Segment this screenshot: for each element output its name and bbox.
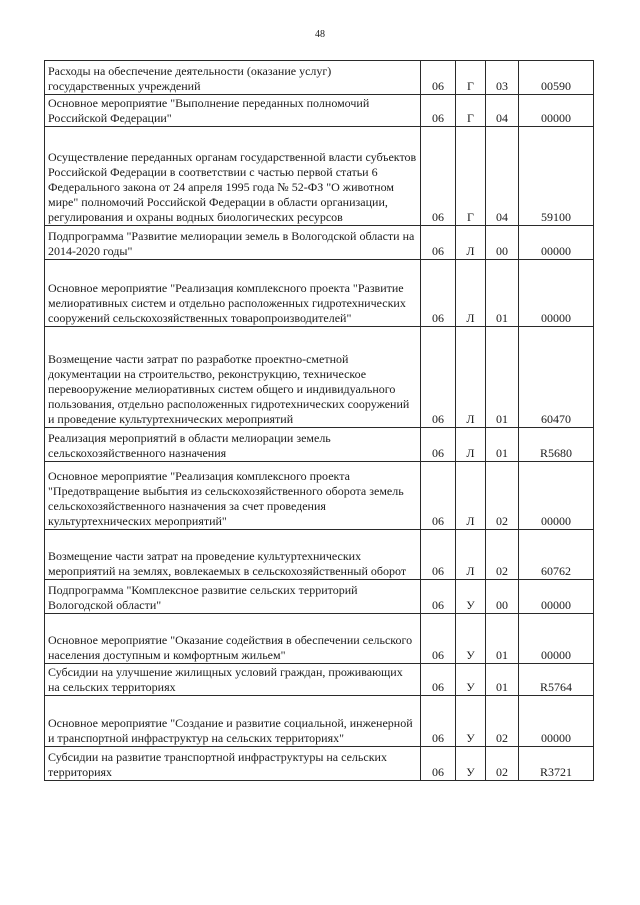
code-cell-2: У — [456, 664, 486, 696]
code-cell-2: Г — [456, 127, 486, 226]
budget-table — [44, 60, 594, 781]
code-cell-2: Л — [456, 428, 486, 462]
row-name-cell: Подпрограмма "Комплексное развитие сельских территорий Вологодской области" — [45, 580, 421, 614]
code-cell-3: 02 — [486, 696, 519, 747]
code-cell-2: Л — [456, 462, 486, 530]
code-cell-2: Г — [456, 95, 486, 127]
table-row — [45, 580, 594, 614]
row-name-cell: Основное мероприятие "Оказание содействия в обеспечении сельского населения доступным и комфортным жильем" — [45, 614, 421, 664]
code-cell-4: R3721 — [519, 747, 594, 781]
code-cell-2: Л — [456, 260, 486, 327]
code-cell-3: 02 — [486, 530, 519, 580]
code-cell-2: Л — [456, 327, 486, 428]
row-name-cell: Основное мероприятие "Выполнение переданных полномочий Российской Федерации" — [45, 95, 421, 127]
row-name-cell: Возмещение части затрат по разработке проектно-сметной документации на строительство, реконструкцию, техническое перевооружение мелиоративных систем общего и индивидуального пользования, отдельно расположенных гидротехнических сооружений и проведение культуртехнических мероприятий — [45, 327, 421, 428]
code-cell-3: 01 — [486, 327, 519, 428]
code-cell-1: 06 — [421, 260, 456, 327]
row-name-cell: Субсидии на развитие транспортной инфраструктуры на сельских территориях — [45, 747, 421, 781]
row-name-cell: Осуществление переданных органам государственной власти субъектов Российской Федерации в соответствии с частью первой статьи 6 Федерального закона от 24 апреля 1995 года № 52-ФЗ "О животном мире" полномочий Российской Федерации в области организации, регулирования и охраны водных биологических ресурсов — [45, 127, 421, 226]
table-row — [45, 696, 594, 747]
code-cell-2: Л — [456, 530, 486, 580]
code-cell-2: Г — [456, 61, 486, 95]
code-cell-3: 02 — [486, 747, 519, 781]
row-name-cell: Реализация мероприятий в области мелиорации земель сельскохозяйственного назначения — [45, 428, 421, 462]
code-cell-1: 06 — [421, 61, 456, 95]
table-row — [45, 95, 594, 127]
code-cell-4: 00590 — [519, 61, 594, 95]
code-cell-3: 02 — [486, 462, 519, 530]
code-cell-1: 06 — [421, 530, 456, 580]
row-name-cell: Субсидии на улучшение жилищных условий граждан, проживающих на сельских территориях — [45, 664, 421, 696]
code-cell-3: 01 — [486, 428, 519, 462]
code-cell-3: 00 — [486, 226, 519, 260]
row-name-cell: Основное мероприятие "Создание и развитие социальной, инженерной и транспортной инфраструктур на сельских территориях" — [45, 696, 421, 747]
table-row — [45, 260, 594, 327]
code-cell-3: 00 — [486, 580, 519, 614]
row-name-cell: Основное мероприятие "Реализация комплексного проекта "Развитие мелиоративных систем и отдельно расположенных гидротехнических сооружений сельскохозяйственных товаропроизводителей" — [45, 260, 421, 327]
code-cell-4: 59100 — [519, 127, 594, 226]
code-cell-3: 01 — [486, 664, 519, 696]
code-cell-3: 04 — [486, 95, 519, 127]
table-row — [45, 327, 594, 428]
code-cell-3: 03 — [486, 61, 519, 95]
table-row — [45, 428, 594, 462]
code-cell-4: 00000 — [519, 226, 594, 260]
code-cell-3: 04 — [486, 127, 519, 226]
row-name-cell: Возмещение части затрат на проведение культуртехнических мероприятий на землях, вовлекаемых в сельскохозяйственный оборот — [45, 530, 421, 580]
code-cell-2: У — [456, 580, 486, 614]
code-cell-4: 00000 — [519, 580, 594, 614]
code-cell-4: 60762 — [519, 530, 594, 580]
table-row — [45, 614, 594, 664]
table-body — [45, 61, 594, 781]
code-cell-1: 06 — [421, 95, 456, 127]
code-cell-1: 06 — [421, 327, 456, 428]
code-cell-2: Л — [456, 226, 486, 260]
code-cell-2: У — [456, 614, 486, 664]
code-cell-2: У — [456, 747, 486, 781]
code-cell-1: 06 — [421, 696, 456, 747]
code-cell-1: 06 — [421, 580, 456, 614]
code-cell-4: R5764 — [519, 664, 594, 696]
code-cell-4: R5680 — [519, 428, 594, 462]
table-row — [45, 127, 594, 226]
code-cell-4: 00000 — [519, 696, 594, 747]
table-row — [45, 747, 594, 781]
row-name-cell: Расходы на обеспечение деятельности (оказание услуг) государственных учреждений — [45, 61, 421, 95]
code-cell-1: 06 — [421, 226, 456, 260]
code-cell-1: 06 — [421, 428, 456, 462]
code-cell-1: 06 — [421, 614, 456, 664]
page-number: 48 — [315, 29, 325, 40]
code-cell-4: 60470 — [519, 327, 594, 428]
code-cell-1: 06 — [421, 462, 456, 530]
table-row — [45, 530, 594, 580]
table-row — [45, 664, 594, 696]
row-name-cell: Основное мероприятие "Реализация комплексного проекта "Предотвращение выбытия из сельскохозяйственного оборота земель сельскохозяйственного назначения за счет проведения культуртехнических мероприятий" — [45, 462, 421, 530]
table-row — [45, 462, 594, 530]
code-cell-1: 06 — [421, 664, 456, 696]
table-row — [45, 61, 594, 95]
code-cell-4: 00000 — [519, 614, 594, 664]
code-cell-1: 06 — [421, 747, 456, 781]
table-row — [45, 226, 594, 260]
code-cell-2: У — [456, 696, 486, 747]
code-cell-3: 01 — [486, 614, 519, 664]
row-name-cell: Подпрограмма "Развитие мелиорации земель в Вологодской области на 2014-2020 годы" — [45, 226, 421, 260]
code-cell-4: 00000 — [519, 260, 594, 327]
code-cell-4: 00000 — [519, 95, 594, 127]
code-cell-3: 01 — [486, 260, 519, 327]
code-cell-1: 06 — [421, 127, 456, 226]
code-cell-4: 00000 — [519, 462, 594, 530]
